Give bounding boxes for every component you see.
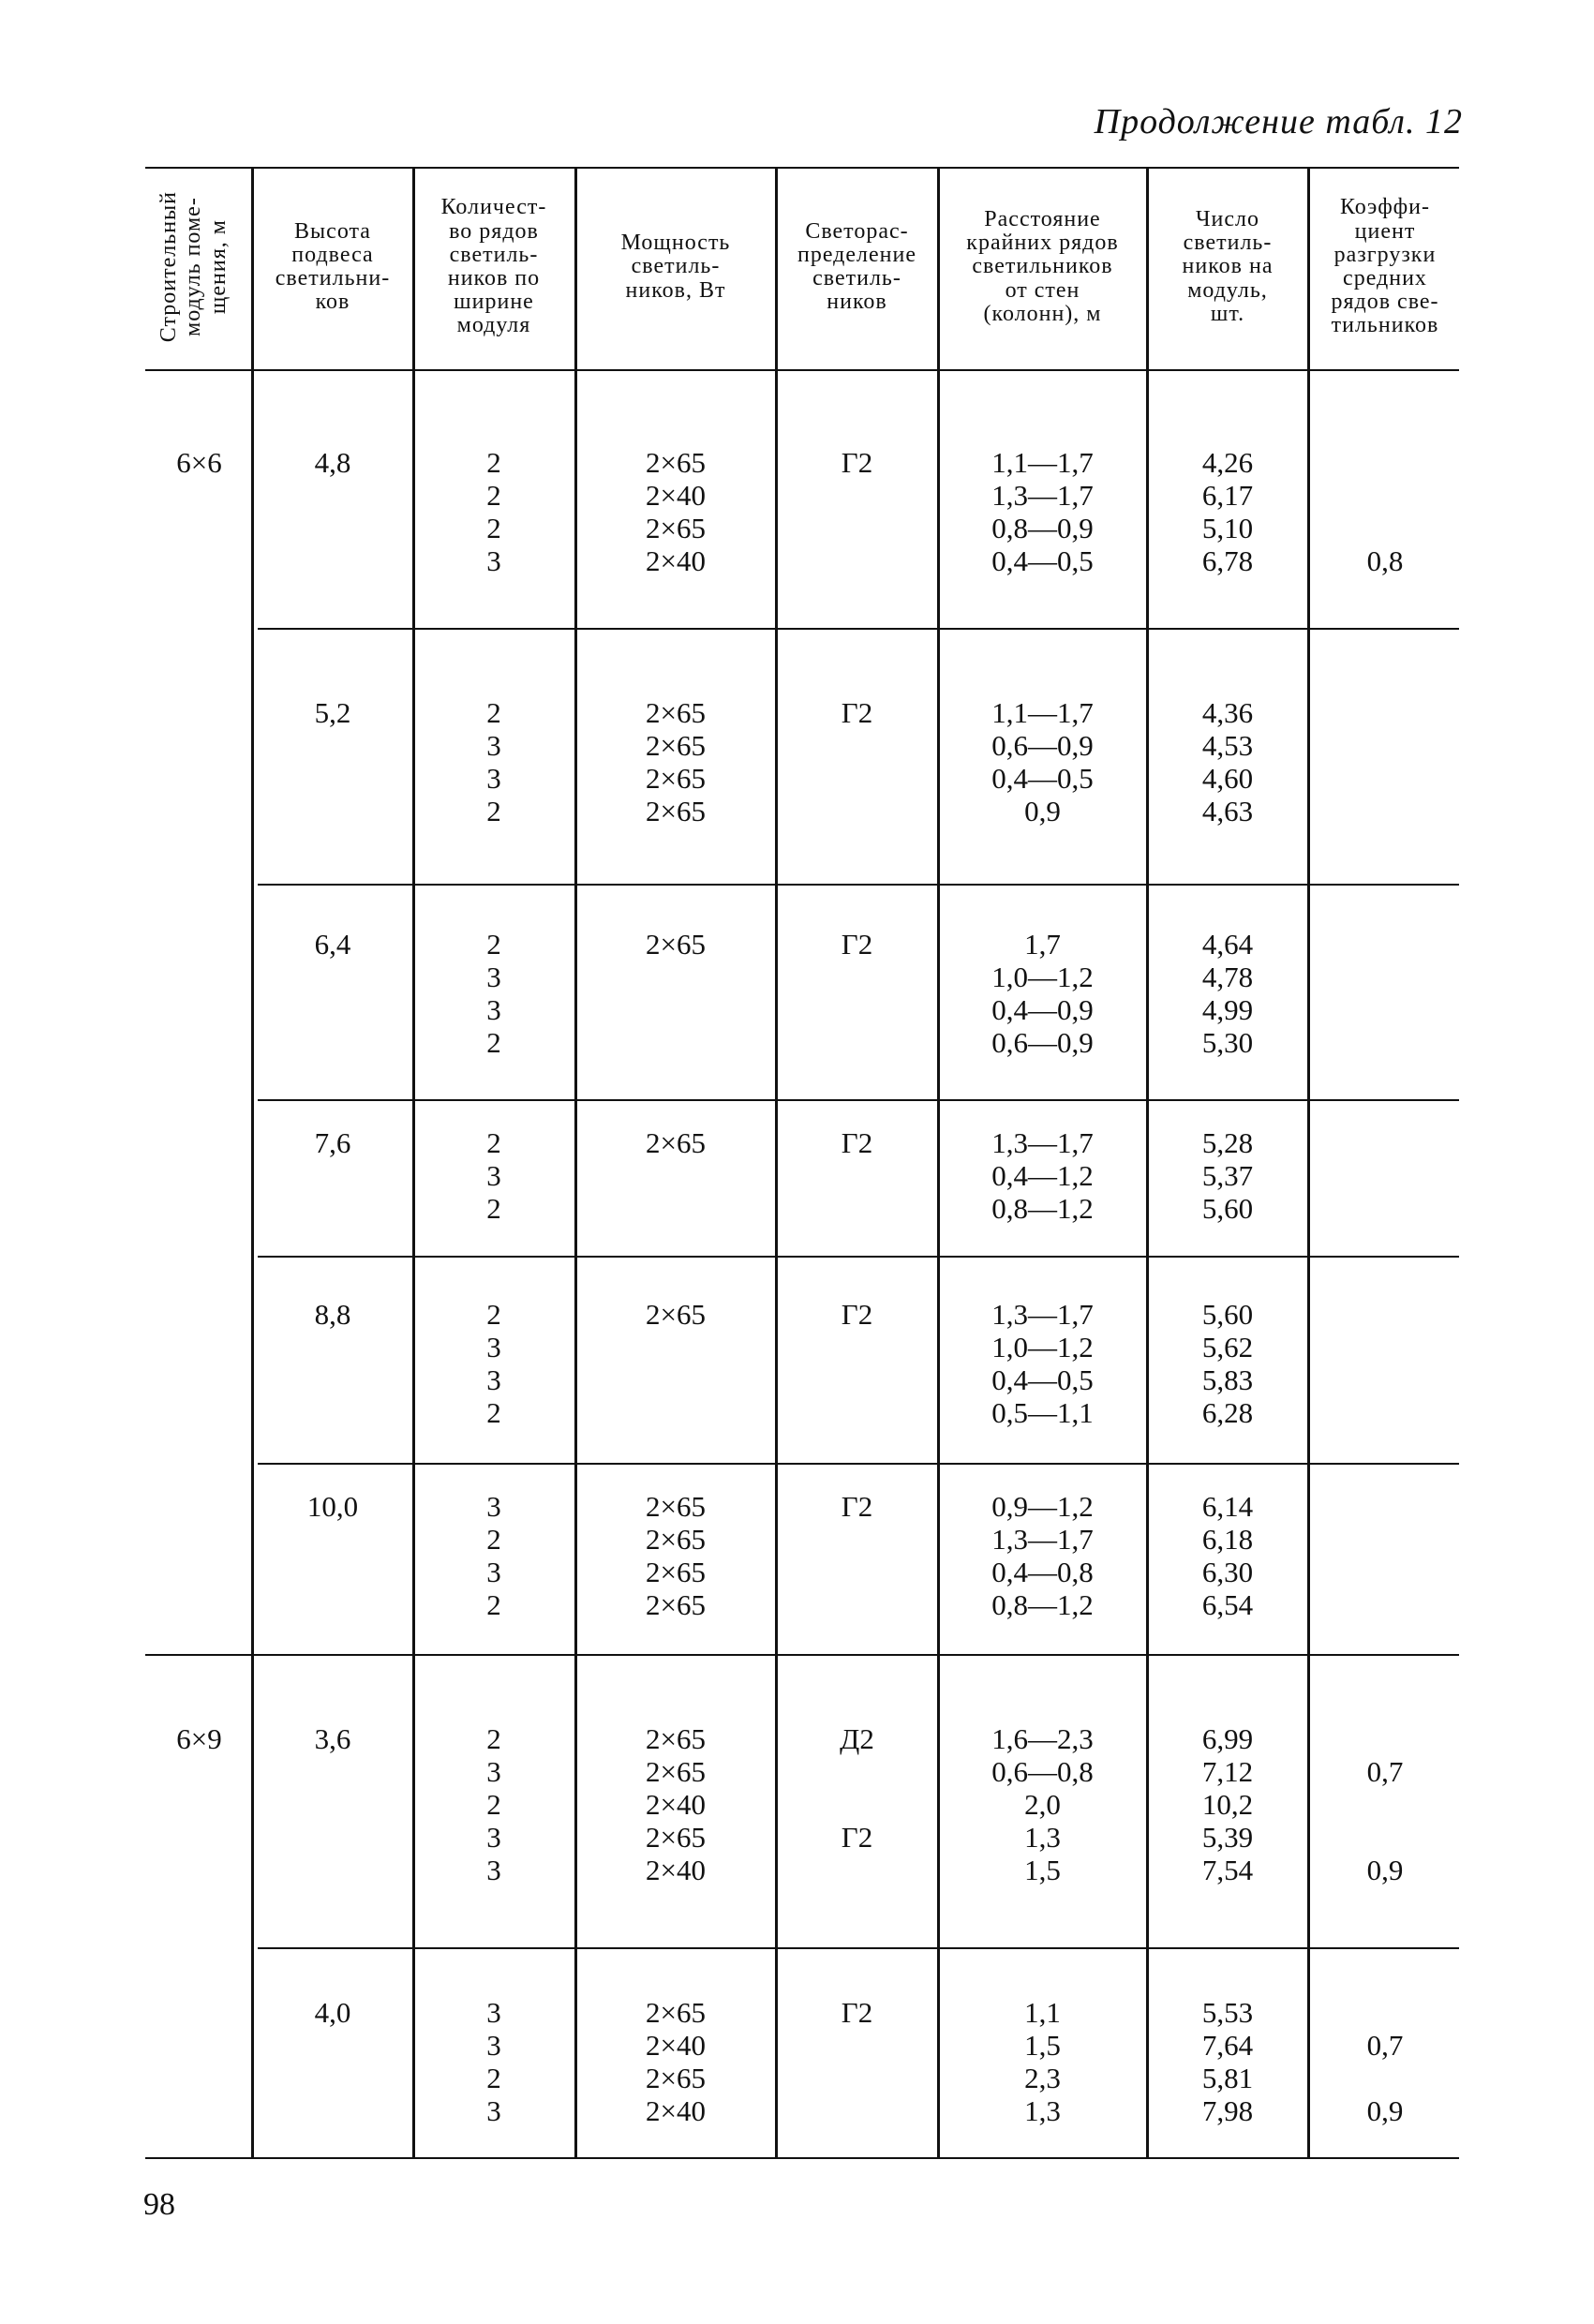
cell-line: Г2 [841, 446, 873, 479]
table-cell-height [255, 1298, 410, 1331]
table-caption: Продолжение табл. 12 [1094, 102, 1463, 142]
column-rule [937, 169, 940, 2157]
cell-line: 2×40 [646, 479, 706, 512]
cell-line: 2×65 [646, 1996, 706, 2029]
cell-line: 0,8—1,2 [991, 1192, 1094, 1225]
cell-line: 2 [486, 696, 501, 729]
cell-line: 1,0—1,2 [991, 961, 1094, 993]
cell-line: 2 [486, 1588, 501, 1621]
cell-line: 4,26 [1201, 446, 1254, 479]
cell-line: 3 [486, 1331, 501, 1363]
table-cell-power [578, 1996, 773, 2127]
cell-line: 2×65 [646, 2062, 706, 2094]
table-cell-power [578, 1490, 773, 1621]
cell-line: 1,5 [1024, 2029, 1061, 2062]
cell-line: 0,4—0,5 [991, 762, 1094, 795]
table-cell-distance [941, 696, 1144, 827]
header-height: Высота подвеса светильни- ков [275, 218, 391, 315]
cell-line: 6,14 [1201, 1490, 1254, 1523]
cell-line: 2×65 [646, 928, 706, 961]
cell-line: 0,4—0,9 [991, 993, 1094, 1026]
cell-line: 1,1—1,7 [991, 446, 1094, 479]
cell-line: 2×65 [646, 1556, 706, 1588]
cell-line: 1,1 [1024, 1996, 1061, 2029]
table-cell-height [255, 928, 410, 961]
cell-line: 3 [486, 1821, 501, 1854]
table-cell-distance [941, 1298, 1144, 1429]
cell-line: 4,64 [1201, 928, 1254, 961]
table-cell-height [255, 1490, 410, 1523]
table-cell-rows [416, 928, 572, 1059]
table-cell-dist [779, 1722, 935, 1886]
cell-line: 1,5 [1024, 1854, 1061, 1886]
module-label: 6×9 [176, 1722, 222, 1755]
cell-line: 2 [486, 1192, 501, 1225]
table-cell-height [255, 1996, 410, 2029]
table-cell-rows [416, 696, 572, 827]
cell-line: 5,39 [1201, 1821, 1254, 1854]
table-cell-distance [941, 1722, 1144, 1886]
table-cell-dist [779, 928, 935, 961]
table-cell-height [255, 696, 410, 729]
cell-line: 5,28 [1201, 1126, 1254, 1159]
header-coef: Коэффи- циент разгрузки средних рядов све- тильников [1331, 195, 1439, 338]
cell-line: 2 [486, 1396, 501, 1429]
cell-line: 3 [486, 1996, 501, 2029]
cell-line: 5,2 [314, 696, 351, 729]
cell-line: 2 [486, 928, 501, 961]
cell-line: 2×65 [646, 512, 706, 544]
table-cell-dist [779, 446, 935, 479]
cell-line: 2×40 [646, 544, 706, 577]
table-cell-power [578, 1722, 773, 1886]
cell-line: 1,7 [1024, 928, 1061, 961]
cell-line: 0,8—1,2 [991, 1588, 1094, 1621]
cell-line: 7,98 [1201, 2094, 1254, 2127]
cell-line: 2 [486, 1788, 501, 1821]
cell-line: 3 [486, 729, 501, 762]
row-rule [258, 884, 1459, 886]
cell-line: 0,8 [1366, 544, 1404, 577]
table-cell-rows [416, 1490, 572, 1621]
cell-line: 1,3—1,7 [991, 1298, 1094, 1331]
cell-line: 2,3 [1024, 2062, 1061, 2094]
table-cell-count [1150, 1996, 1305, 2127]
table-cell-power [578, 1298, 773, 1331]
cell-line: 2 [486, 446, 501, 479]
cell-line: 5,62 [1201, 1331, 1254, 1363]
header-module [142, 169, 246, 365]
cell-line: 0,4—1,2 [991, 1159, 1094, 1192]
table-cell-dist [779, 696, 935, 729]
cell-line: 5,30 [1201, 1026, 1254, 1059]
table-cell-height [255, 1722, 410, 1755]
cell-line: 3 [486, 1556, 501, 1588]
table-cell-dist [779, 1298, 935, 1331]
cell-line: Г2 [841, 1126, 873, 1159]
table-cell-rows [416, 446, 572, 577]
cell-line: Г2 [841, 1298, 873, 1331]
cell-line: 2×65 [646, 762, 706, 795]
cell-line: 5,60 [1201, 1192, 1254, 1225]
cell-line: 5,60 [1201, 1298, 1254, 1331]
table-cell-count [1150, 1126, 1305, 1225]
table-cell-distance [941, 1126, 1144, 1225]
cell-line: 2×65 [646, 1722, 706, 1755]
column-rule [574, 169, 577, 2157]
cell-line: 2 [486, 1026, 501, 1059]
cell-line: 4,99 [1201, 993, 1254, 1026]
cell-line: 3 [486, 762, 501, 795]
cell-line: 1,3 [1024, 1821, 1061, 1854]
cell-line: 5,83 [1201, 1363, 1254, 1396]
cell-line: 3 [486, 2094, 501, 2127]
cell-line: Г2 [841, 1490, 873, 1523]
cell-line: 3 [486, 1755, 501, 1788]
cell-line: 4,8 [314, 446, 351, 479]
cell-line: 2×40 [646, 1788, 706, 1821]
table-cell-distance [941, 928, 1144, 1059]
cell-line: 0,4—0,5 [991, 544, 1094, 577]
cell-line: 6,18 [1201, 1523, 1254, 1556]
cell-line: 1,1—1,7 [991, 696, 1094, 729]
table-cell-coef [1311, 446, 1459, 577]
header-bottom-rule [145, 369, 1459, 371]
cell-line: 5,53 [1201, 1996, 1254, 2029]
cell-line: 4,63 [1201, 795, 1254, 827]
row-rule [258, 1099, 1459, 1101]
cell-line: 0,7 [1366, 2029, 1404, 2062]
table-cell-count [1150, 1298, 1305, 1429]
cell-line: 1,3—1,7 [991, 1126, 1094, 1159]
cell-line: 2×65 [646, 446, 706, 479]
table-cell-height [255, 446, 410, 479]
table-cell-power [578, 696, 773, 827]
cell-line: 3,6 [314, 1722, 351, 1755]
cell-line: 2×65 [646, 795, 706, 827]
cell-line: 4,78 [1201, 961, 1254, 993]
cell-line: 7,12 [1201, 1755, 1254, 1788]
cell-line: 6,4 [314, 928, 351, 961]
cell-line: 2×65 [646, 729, 706, 762]
header-power: Мощность светиль- ников, Вт [620, 231, 731, 303]
cell-line: 2,0 [1024, 1788, 1061, 1821]
cell-line: 2 [486, 2062, 501, 2094]
table-cell-power [578, 446, 773, 577]
table-cell-distance [941, 1996, 1144, 2127]
row-rule [258, 1256, 1459, 1258]
cell-line: 1,0—1,2 [991, 1331, 1094, 1363]
cell-line: 0,9—1,2 [991, 1490, 1094, 1523]
cell-line: 2×65 [646, 1490, 706, 1523]
cell-line: 0,9 [1366, 1854, 1404, 1886]
header-module-label: Строительный модуль поме- щения, м [156, 191, 231, 343]
table-cell-coef [1311, 1996, 1459, 2127]
table-cell-coef [1311, 1722, 1459, 1886]
cell-line: 2×65 [646, 1298, 706, 1331]
cell-line: 8,8 [314, 1298, 351, 1331]
table-cell-distance [941, 446, 1144, 577]
cell-line: 2 [486, 1126, 501, 1159]
table-cell-power [578, 1126, 773, 1159]
cell-line: 6,78 [1201, 544, 1254, 577]
cell-line: 5,81 [1201, 2062, 1254, 2094]
row-rule [258, 1463, 1459, 1465]
cell-line: 6,17 [1201, 479, 1254, 512]
cell-line: Г2 [841, 1996, 873, 2029]
cell-line: 6,30 [1201, 1556, 1254, 1588]
cell-line: 7,54 [1201, 1854, 1254, 1886]
cell-line: Г2 [841, 928, 873, 961]
cell-line: 7,64 [1201, 2029, 1254, 2062]
cell-line: 6,28 [1201, 1396, 1254, 1429]
cell-line: 1,3—1,7 [991, 479, 1094, 512]
cell-line: 2×65 [646, 1523, 706, 1556]
cell-line: 0,8—0,9 [991, 512, 1094, 544]
table-cell-rows [416, 1126, 572, 1225]
cell-line: 2×40 [646, 2094, 706, 2127]
header-distance: Расстояние крайних рядов светильников от стен (колонн), м [966, 207, 1119, 326]
header-distribution: Светорас- пределение светиль- ников [797, 218, 916, 315]
cell-line: 1,3—1,7 [991, 1523, 1094, 1556]
cell-line: 4,36 [1201, 696, 1254, 729]
table-cell-count [1150, 1722, 1305, 1886]
cell-line: 0,9 [1024, 795, 1061, 827]
group-rule [145, 1654, 1459, 1656]
cell-line: 2×40 [646, 2029, 706, 2062]
header-rows: Количест- во рядов светиль- ников по ширине модуля [440, 195, 547, 338]
cell-line: Д2 [840, 1722, 874, 1755]
table-cell-rows [416, 1722, 572, 1886]
cell-line: 0,6—0,9 [991, 729, 1094, 762]
table-cell-count [1150, 446, 1305, 577]
table-cell-dist [779, 1126, 935, 1159]
table-cell-dist [779, 1490, 935, 1523]
module-label: 6×6 [176, 446, 222, 479]
cell-line: 0,9 [1366, 2094, 1404, 2127]
header-count: Число светиль- ников на модуль, шт. [1182, 207, 1274, 326]
cell-line: 2×65 [646, 1755, 706, 1788]
row-rule [258, 1947, 1459, 1949]
column-rule [1307, 169, 1310, 2157]
cell-line: 3 [486, 993, 501, 1026]
cell-line: 10,2 [1201, 1788, 1254, 1821]
cell-line: 2 [486, 1523, 501, 1556]
column-rule [775, 169, 778, 2157]
cell-line: 0,5—1,1 [991, 1396, 1094, 1429]
table-cell-count [1150, 1490, 1305, 1621]
cell-line: 0,4—0,8 [991, 1556, 1094, 1588]
table-cell-dist [779, 1996, 935, 2029]
cell-line: 2×65 [646, 696, 706, 729]
cell-line: 2 [486, 795, 501, 827]
table-cell-count [1150, 928, 1305, 1059]
cell-line: 2×40 [646, 1854, 706, 1886]
cell-line: 2×65 [646, 1821, 706, 1854]
cell-line: 2×65 [646, 1588, 706, 1621]
cell-line: 3 [486, 544, 501, 577]
table-cell-rows [416, 1298, 572, 1429]
cell-line: 3 [486, 1490, 501, 1523]
cell-line: 4,53 [1201, 729, 1254, 762]
row-rule [258, 628, 1459, 630]
cell-line: 0,6—0,9 [991, 1026, 1094, 1059]
table-cell-count [1150, 696, 1305, 827]
cell-line: 1,6—2,3 [991, 1722, 1094, 1755]
cell-line: 2×65 [646, 1126, 706, 1159]
cell-line: 3 [486, 2029, 501, 2062]
cell-line: 5,37 [1201, 1159, 1254, 1192]
cell-line: Г2 [841, 1821, 873, 1854]
cell-line: 7,6 [314, 1126, 351, 1159]
cell-line: 0,4—0,5 [991, 1363, 1094, 1396]
cell-line: Г2 [841, 696, 873, 729]
table-cell-rows [416, 1996, 572, 2127]
cell-line: 0,6—0,8 [991, 1755, 1094, 1788]
column-rule [1146, 169, 1149, 2157]
cell-line: 10,0 [306, 1490, 359, 1523]
table-cell-height [255, 1126, 410, 1159]
cell-line: 2 [486, 1298, 501, 1331]
page-number: 98 [143, 2187, 175, 2222]
cell-line: 6,54 [1201, 1588, 1254, 1621]
cell-line: 2 [486, 512, 501, 544]
cell-line: 6,99 [1201, 1722, 1254, 1755]
table-cell-power [578, 928, 773, 961]
cell-line: 4,0 [314, 1996, 351, 2029]
cell-line: 2 [486, 1722, 501, 1755]
column-rule [412, 169, 415, 2157]
cell-line: 0,7 [1366, 1755, 1404, 1788]
cell-line: 3 [486, 1159, 501, 1192]
cell-line: 3 [486, 1363, 501, 1396]
cell-line: 2 [486, 479, 501, 512]
cell-line: 1,3 [1024, 2094, 1061, 2127]
cell-line: 3 [486, 961, 501, 993]
cell-line: 3 [486, 1854, 501, 1886]
cell-line: 4,60 [1201, 762, 1254, 795]
table-bottom-rule [145, 2157, 1459, 2159]
table-cell-distance [941, 1490, 1144, 1621]
cell-line: 5,10 [1201, 512, 1254, 544]
